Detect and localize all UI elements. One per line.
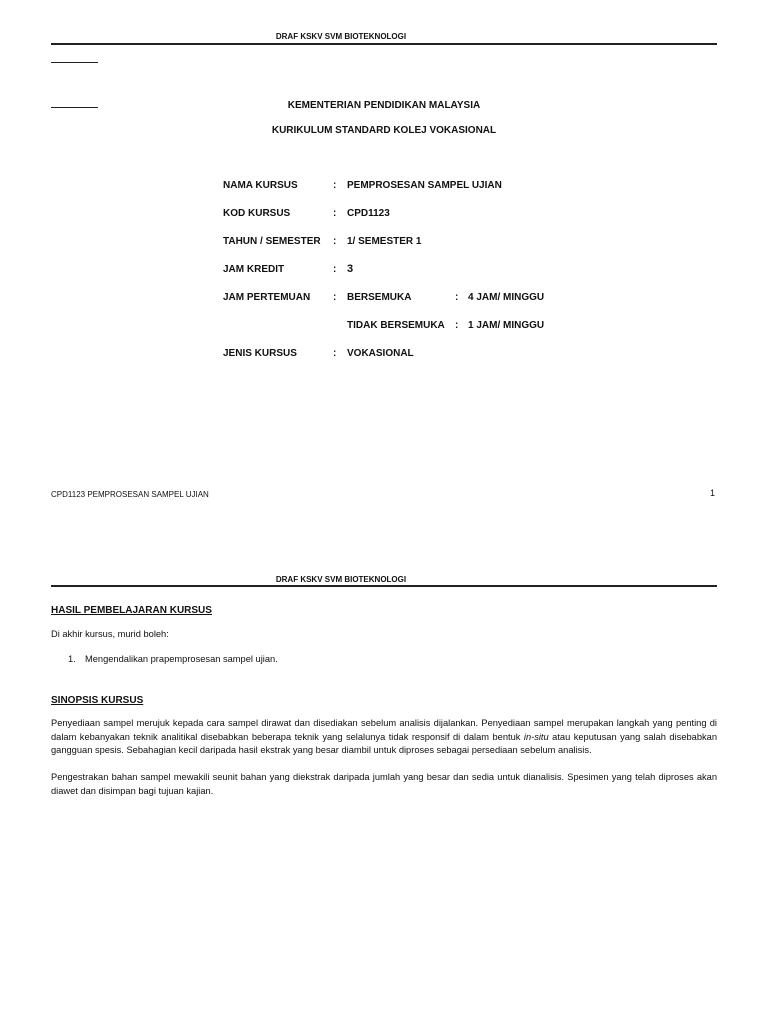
header-rule bbox=[51, 585, 717, 587]
paragraph-text: Penyediaan sampel merujuk kepada cara sampel dirawat dan disediakan sebelum analisis dijalankan. Penyediaan sampel merupakan langkah yang penting di dalam kebanyakan teknik analitikal disebabkan beberapa teknik yang selalunya tidak responsif di dalam bentuk bbox=[51, 718, 717, 742]
list-item-number: 1. bbox=[68, 654, 76, 664]
tidak-bersemuka-label: TIDAK BERSEMUKA bbox=[347, 320, 445, 331]
colon: : bbox=[333, 348, 337, 359]
page-footer: CPD1123 PEMPROSESAN SAMPEL UJIAN bbox=[51, 490, 209, 499]
nama-kursus-value: PEMPROSESAN SAMPEL UJIAN bbox=[347, 180, 502, 191]
short-rule bbox=[51, 62, 98, 63]
kod-kursus-label: KOD KURSUS bbox=[223, 208, 291, 219]
paragraph-text: atau keputusan yang salah disebabkan gangguan spesis. Sebahagian kecil daripada hasil ekstrak yang besar diambil untuk diproses sebagai persediaan sebelum analisis. bbox=[51, 731, 717, 756]
colon: : bbox=[455, 292, 459, 303]
list-item: Mengendalikan prapemprosesan sampel ujian. bbox=[85, 654, 278, 664]
colon: : bbox=[455, 320, 459, 331]
page-header: DRAF KSKV SVM BIOTEKNOLOGI bbox=[275, 575, 407, 584]
colon: : bbox=[333, 264, 337, 275]
paragraph-italic: in-situ bbox=[523, 731, 549, 742]
header-rule bbox=[51, 43, 717, 45]
jam-kredit-value: 3 bbox=[347, 263, 354, 275]
jenis-kursus-value: VOKASIONAL bbox=[347, 348, 414, 359]
ministry-title: KEMENTERIAN PENDIDIKAN MALAYSIA bbox=[287, 100, 481, 111]
page-number: 1 bbox=[710, 488, 716, 498]
jam-kredit-label: JAM KREDIT bbox=[223, 264, 285, 275]
jam-pertemuan-label: JAM PERTEMUAN bbox=[223, 292, 311, 303]
sinopsis-paragraph-1 bbox=[51, 717, 717, 758]
colon: : bbox=[333, 292, 337, 303]
colon: : bbox=[333, 236, 337, 247]
sinopsis-paragraph-2: Pengestrakan bahan sampel mewakili seunit bahan yang diekstrak daripada jumlah yang besar dan sedia untuk dianalisis. Spesimen yang telah diproses akan diawet dan disimpan bagi tujuan kajian. bbox=[51, 772, 717, 796]
sinopsis-heading: SINOPSIS KURSUS bbox=[51, 695, 144, 706]
curriculum-title: KURIKULUM STANDARD KOLEJ VOKASIONAL bbox=[271, 125, 497, 136]
tahun-semester-label: TAHUN / SEMESTER bbox=[223, 236, 321, 247]
bersemuka-label: BERSEMUKA bbox=[347, 292, 412, 303]
colon: : bbox=[333, 208, 337, 219]
colon: : bbox=[333, 180, 337, 191]
hasil-heading: HASIL PEMBELAJARAN KURSUS bbox=[51, 605, 212, 616]
kod-kursus-value: CPD1123 bbox=[347, 208, 390, 219]
bersemuka-value: 4 JAM/ MINGGU bbox=[468, 292, 545, 303]
jenis-kursus-label: JENIS KURSUS bbox=[223, 348, 297, 359]
nama-kursus-label: NAMA KURSUS bbox=[223, 180, 298, 191]
page-header: DRAF KSKV SVM BIOTEKNOLOGI bbox=[275, 32, 407, 41]
tahun-semester-value: 1/ SEMESTER 1 bbox=[347, 236, 422, 247]
hasil-intro: Di akhir kursus, murid boleh: bbox=[51, 629, 169, 639]
tidak-bersemuka-value: 1 JAM/ MINGGU bbox=[468, 320, 545, 331]
